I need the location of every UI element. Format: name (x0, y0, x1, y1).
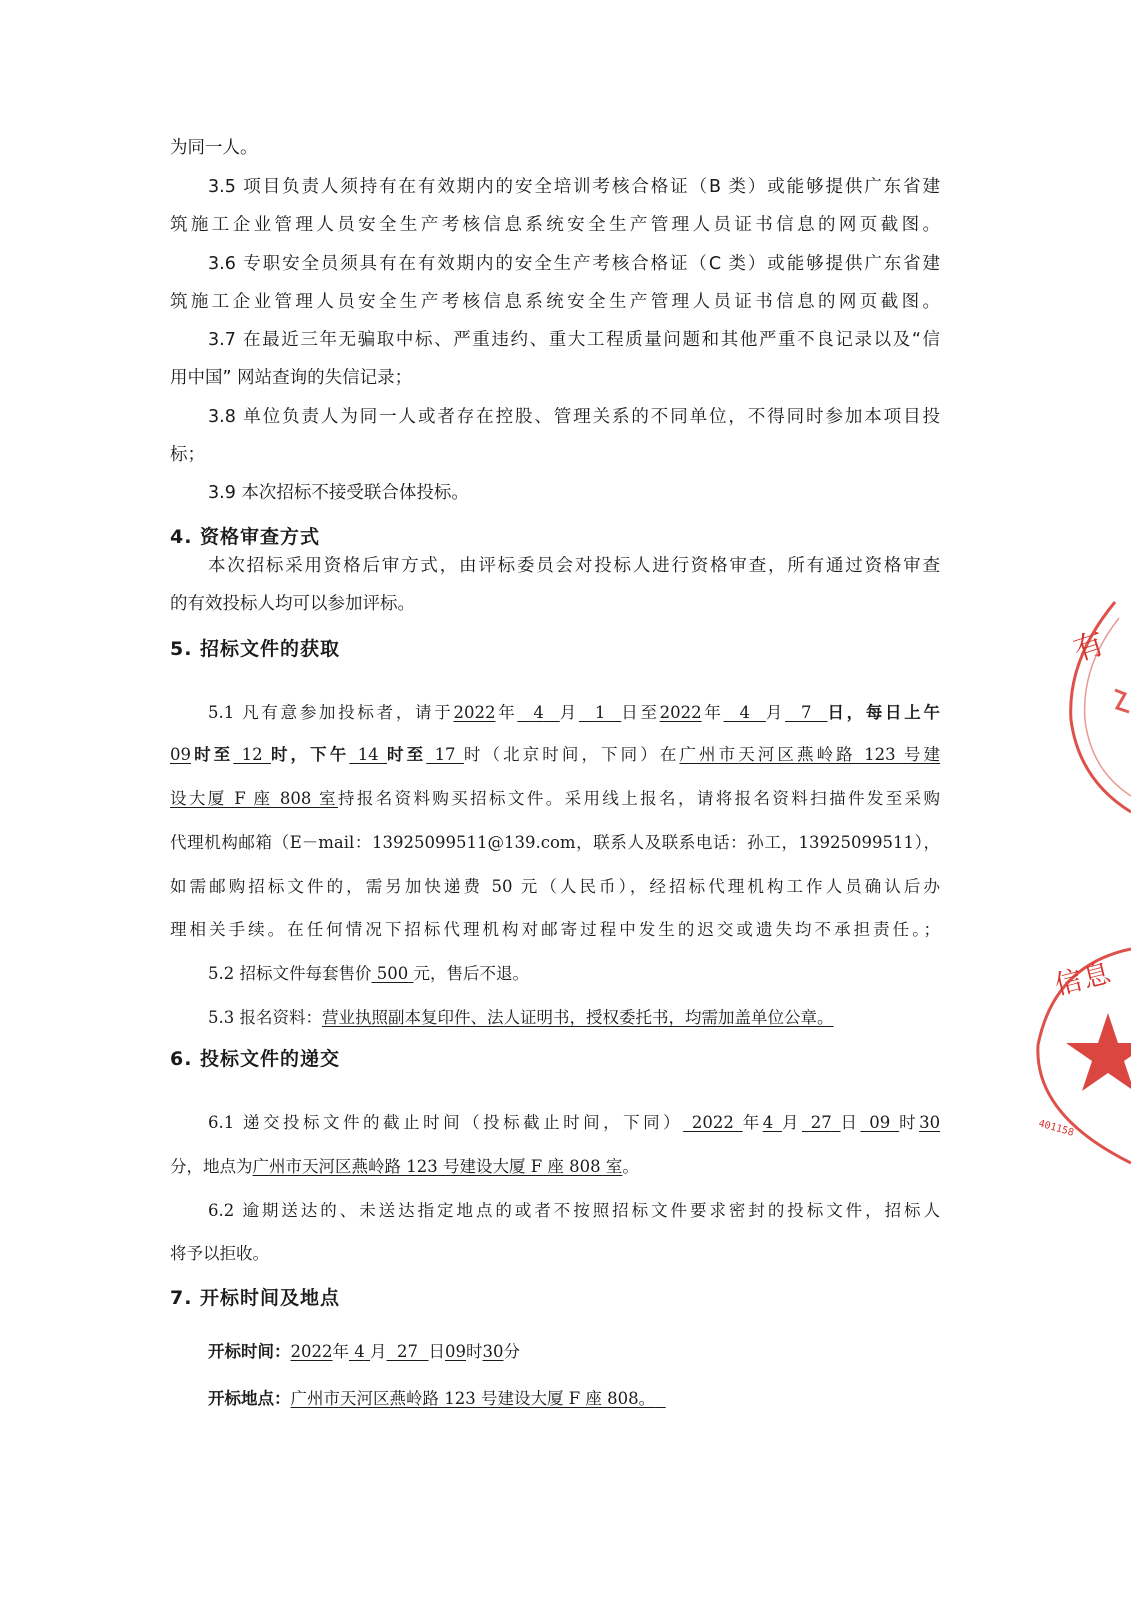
opening-hour: 09 (445, 1342, 466, 1361)
opening-time-label: 开标时间： (208, 1342, 291, 1361)
item-6-1-line1 (208, 1111, 940, 1135)
opening-time (208, 1340, 520, 1364)
text: 持报名资料购买招标文件。采用线上报名，请将报名资料扫描件发至采购 (337, 789, 941, 808)
text: 日 (428, 1342, 445, 1361)
address-part2: 设大厦 F 座 808 室 (170, 789, 338, 808)
text: 。 (622, 1157, 639, 1176)
document-price: 500 (376, 964, 409, 983)
item-3-5-line1: 3.5 项目负责人须持有在有效期内的安全培训考核合格证（B 类）或能够提供广东省建 (208, 177, 940, 197)
text: 日至 (621, 703, 660, 722)
item-3-8-line1: 3.8 单位负责人为同一人或者存在控股、管理关系的不同单位，不得同时参加本项目投 (208, 407, 940, 427)
item-3-7-line1: 3.7 在最近三年无骗取中标、严重违约、重大工程质量问题和其他严重不良记录以及“信 (208, 330, 940, 350)
text: 年 (495, 703, 518, 722)
seal-lower-digits: 401158 (1037, 1118, 1075, 1139)
text: 月 (765, 703, 786, 722)
pm-start-hour: 14 (357, 745, 379, 764)
item-3-9: 3.9 本次招标不接受联合体投标。 (208, 483, 469, 503)
section-4-heading: 4. 资格审查方式 (170, 526, 321, 548)
opening-day: 27 (397, 1342, 418, 1361)
text: 年 (332, 1342, 349, 1361)
item-3-7-line2: 用中国” 网站查询的失信记录； (170, 368, 413, 388)
am-start-hour: 09 (170, 745, 191, 764)
text: 年 (701, 703, 724, 722)
item-5-1-line4: 代理机构邮箱（E－mail：13925099511@139.com，联系人及联系电话：孙工，13925099511）， (170, 833, 940, 852)
seal-upper-text: 有 (1069, 626, 1109, 669)
text: 时，下午 (270, 745, 350, 764)
text: 时至 (387, 745, 427, 764)
text: 月 (781, 1113, 802, 1132)
item-6-2-line2: 将予以拒收。 (170, 1244, 269, 1263)
text: 分，地点为 (170, 1157, 253, 1176)
item-5-1-line1 (208, 701, 940, 725)
deadline-hour: 09 (869, 1113, 891, 1132)
section-7-heading: 7. 开标时间及地点 (170, 1287, 341, 1309)
start-day: 1 (594, 703, 606, 722)
text: 时 (899, 1113, 920, 1132)
end-month: 4 (739, 703, 750, 722)
opening-month: 4 (354, 1342, 365, 1361)
section-6-heading: 6. 投标文件的递交 (170, 1048, 341, 1070)
start-year: 2022 (453, 703, 496, 722)
submission-address: 广州市天河区燕岭路 123 号建设大厦 F 座 808 室 (252, 1157, 623, 1176)
opening-place (208, 1387, 666, 1411)
text: 日 (840, 1113, 861, 1132)
end-day: 7 (801, 703, 812, 722)
item-3-5-line2: 筑施工企业管理人员安全生产考核信息系统安全生产管理人员证书信息的网页截图。 (170, 215, 940, 235)
seal-lower-text: 信息 (1051, 957, 1116, 1002)
item-6-2-line1: 6.2 逾期送达的、未送达指定地点的或者不按照招标文件要求密封的投标文件，招标人 (208, 1201, 940, 1220)
opening-year: 2022 (290, 1342, 333, 1361)
item-6-1-line2 (170, 1155, 639, 1179)
opening-place-label: 开标地点： (208, 1389, 291, 1408)
end-year: 2022 (659, 703, 702, 722)
item-5-1-line6: 理相关手续。在任何情况下招标代理机构对邮寄过程中发生的迟交或遗失均不承担责任。； (170, 920, 940, 939)
pm-end-hour: 17 (434, 745, 456, 764)
deadline-month: 4 (762, 1113, 774, 1132)
text: 5.2 招标文件每套售价 (208, 964, 372, 983)
item-5-2 (208, 962, 529, 986)
text: 年 (742, 1113, 763, 1132)
item-3-8-line2: 标； (170, 445, 205, 465)
item-5-1-line2 (170, 743, 940, 767)
text: 6.1 递交投标文件的截止时间（投标截止时间，下同） (208, 1113, 684, 1132)
deadline-year: 2022 (691, 1113, 734, 1132)
section-4-para-line2: 的有效投标人均可以参加评标。 (170, 594, 415, 614)
text: 5.1 凡有意参加投标者，请于 (208, 703, 454, 722)
opening-minute: 30 (482, 1342, 504, 1361)
am-end-hour: 12 (241, 745, 263, 764)
registration-documents: 营业执照副本复印件、法人证明书，授权委托书，均需加盖单位公章。 (322, 1008, 834, 1027)
item-3-6-line2: 筑施工企业管理人员安全生产考核信息系统安全生产管理人员证书信息的网页截图。 (170, 292, 940, 312)
text: 月 (370, 1342, 387, 1361)
deadline-day: 27 (810, 1113, 832, 1132)
text: 5.3 报名资料： (208, 1008, 322, 1027)
company-seal-upper (1045, 590, 1131, 830)
start-month: 4 (533, 703, 544, 722)
address-part1: 广州市天河区燕岭路 123 号建 (679, 745, 941, 764)
text: 月 (559, 703, 579, 722)
item-5-1-line3 (170, 787, 940, 811)
company-seal-lower (1028, 935, 1131, 1175)
text: 分 (503, 1342, 520, 1361)
item-3-6-line1: 3.6 专职安全员须具有在有效期内的安全生产考核合格证（C 类）或能够提供广东省建 (208, 254, 940, 274)
opening-address: 广州市天河区燕岭路 123 号建设大厦 F 座 808。 (290, 1389, 656, 1408)
text: 元，售后不退。 (413, 964, 529, 983)
deadline-minute: 30 (919, 1113, 941, 1132)
text: 时（北京时间，下同）在 (463, 745, 680, 764)
text: 时至 (191, 745, 234, 764)
item-5-1-line5: 如需邮购招标文件的，需另加快递费 50 元（人民币），经招标代理机构工作人员确认后办 (170, 877, 940, 896)
section-5-heading: 5. 招标文件的获取 (170, 638, 341, 660)
item-5-3 (208, 1006, 834, 1030)
text: 时 (466, 1342, 483, 1361)
section-4-para-line1: 本次招标采用资格后审方式，由评标委员会对投标人进行资格审查，所有通过资格审查 (208, 556, 940, 576)
text: 日，每日上午 (827, 703, 940, 722)
sec3-line-continuation: 为同一人。 (170, 138, 258, 158)
